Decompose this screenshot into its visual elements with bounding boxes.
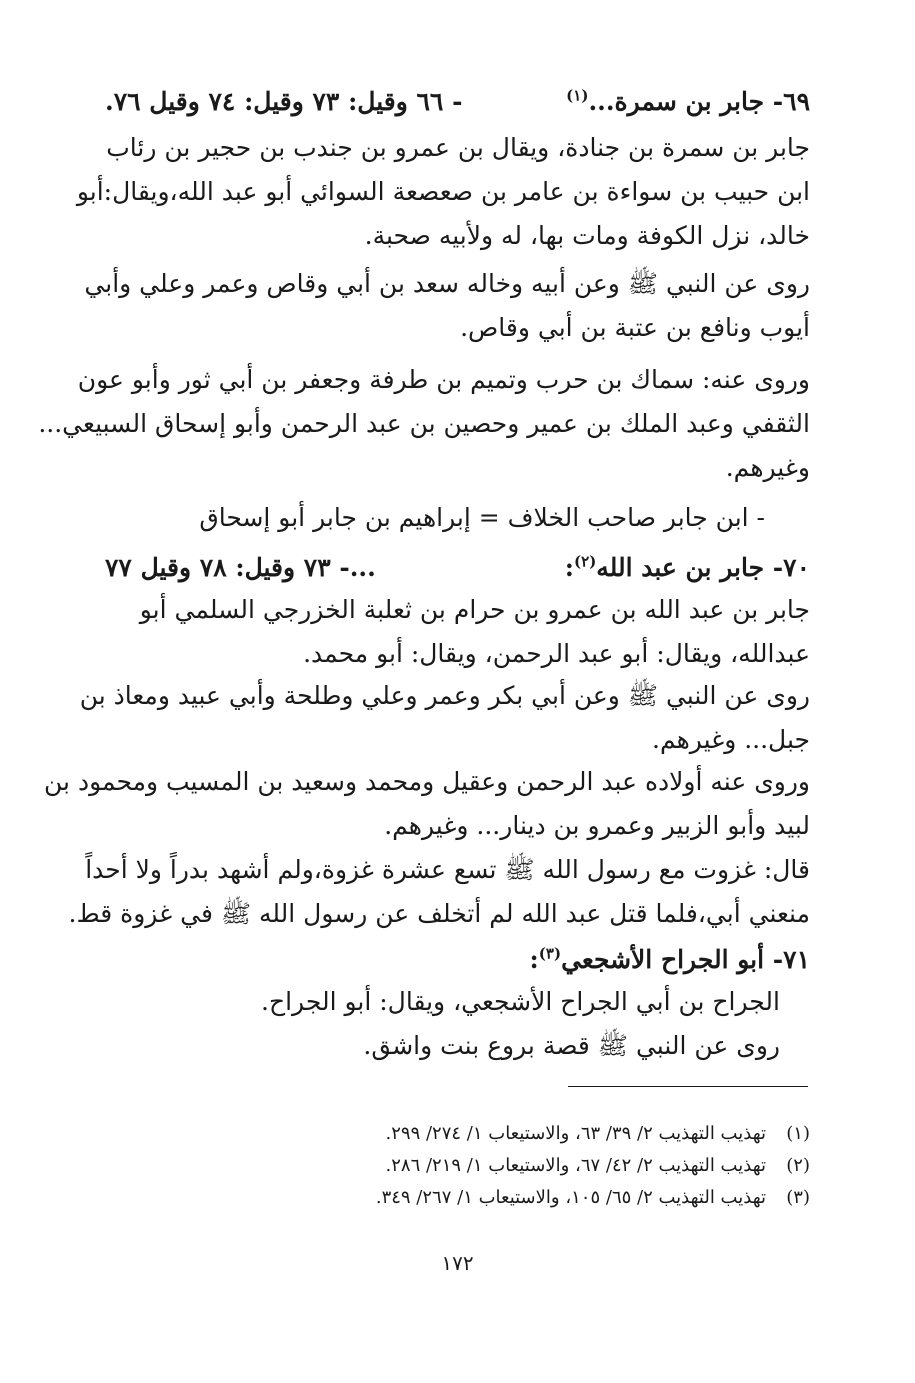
entry-69-narrated-by [38,358,810,490]
text-line: أيوب ونافع بن عتبة بن أبي وقاص. [460,313,810,342]
entry-69-bio [76,126,810,258]
entry-69-title: ٦٩- جابر بن سمرة...$^{(١)}$ [566,86,810,116]
entry-71-title: ٧١- أبو الجراح الأشجعي$^{(٣)}$: [529,944,810,974]
footnote-number: (٢) [786,1155,810,1176]
entry-71-body [105,980,810,1068]
text-line: روى عن النبي ﷺ وعن أبي بكر وعمر وعلي وطلحة وأبي عبيد ومعاذ بن [79,681,810,710]
entry-70-title: ٧٠- جابر بن عبد الله$^{(٢)}$: [564,552,810,582]
entry-70-saying [68,848,810,936]
footnote-separator [568,1086,808,1087]
entry-70-bio [105,588,810,676]
text-line: عبدالله، ويقال: أبو عبد الرحمن، ويقال: أبو محمد. [303,639,810,668]
footnote-text: تهذيب التهذيب ٢/ ٣٩/ ٦٣، والاستيعاب ١/ ٢٧٤/ ٢٩٩. [385,1123,766,1144]
text-line: جابر بن عبد الله بن عمرو بن حرام بن ثعلبة الخزرجي السلمي أبو [139,595,810,624]
footnote-2 [105,1150,810,1182]
entry-70-narrated-from [79,674,810,762]
footnote-number: (١) [786,1123,810,1144]
text-line: جابر بن سمرة بن جنادة، ويقال بن عمرو بن جندب بن حجير بن رئاب [106,133,810,162]
footnote-number: (٣) [786,1187,810,1208]
footnote-3 [105,1182,810,1214]
footnote-1 [105,1118,810,1150]
footnote-ref-2[interactable]: (٢) [574,552,597,571]
text-line: الثقفي وعبد الملك بن عمير وحصين بن عبد الرحمن وأبو إسحاق السبيعي... [38,409,810,438]
text-line: روى عن النبي ﷺ قصة بروع بنت واشق. [363,1031,780,1060]
text-line: وغيرهم. [725,453,810,482]
footnote-text: تهذيب التهذيب ٢/ ٦٥/ ١٠٥، والاستيعاب ١/ ٢٦٧/ ٣٤٩. [375,1187,766,1208]
text-line: جبل... وغيرهم. [652,725,810,754]
entry-69-narrated-from [84,262,810,350]
text-line: خالد، نزل الكوفة ومات بها، له ولأبيه صحبة. [364,221,810,250]
footnote-ref-1[interactable]: (١) [566,86,589,105]
cross-reference [105,496,765,540]
entry-71-heading [105,938,810,982]
text-line: الجراح بن أبي الجراح الأشجعي، ويقال: أبو الجراح. [261,987,780,1016]
entry-70-dates: ...- ٧٣ وقيل: ٧٨ وقيل ٧٧ [105,553,376,582]
text-line: قال: غزوت مع رسول الله ﷺ تسع عشرة غزوة،ولم أشهد بدراً ولا أحداً [85,855,810,884]
text-line: ابن حبيب بن سواءة بن عامر بن صعصعة السوائي أبو عبد الله،ويقال:أبو [76,177,810,206]
text-line: منعني أبي،فلما قتل عبد الله لم أتخلف عن رسول الله ﷺ في غزوة قط. [68,899,810,928]
entry-69-dates: - ٦٦ وقيل: ٧٣ وقيل: ٧٤ وقيل ٧٦. [105,87,463,116]
footnotes [105,1118,810,1214]
entry-69-heading [105,80,810,124]
entry-70-heading [105,546,810,590]
page-number: ١٧٢ [441,1251,474,1275]
text-line: وروى عنه أولاده عبد الرحمن وعقيل ومحمد وسعيد بن المسيب ومحمود بن [44,767,810,796]
text-line: روى عن النبي ﷺ وعن أبيه وخاله سعد بن أبي وقاص وعمر وعلي وأبي [84,269,810,298]
footnote-ref-3[interactable]: (٣) [538,944,562,963]
text-line: لبيد وأبو الزبير وعمرو بن دينار... وغيرهم. [384,811,810,840]
footnote-text: تهذيب التهذيب ٢/ ٤٢/ ٦٧، والاستيعاب ١/ ٢١٩/ ٢٨٦. [385,1155,766,1176]
entry-70-narrated-by [44,760,810,848]
cross-reference-line: - ابن جابر صاحب الخلاف = إبراهيم بن جابر أبو إسحاق [199,503,765,532]
text-line: وروى عنه: سماك بن حرب وتميم بن طرفة وجعفر بن أبي ثور وأبو عون [77,365,810,394]
